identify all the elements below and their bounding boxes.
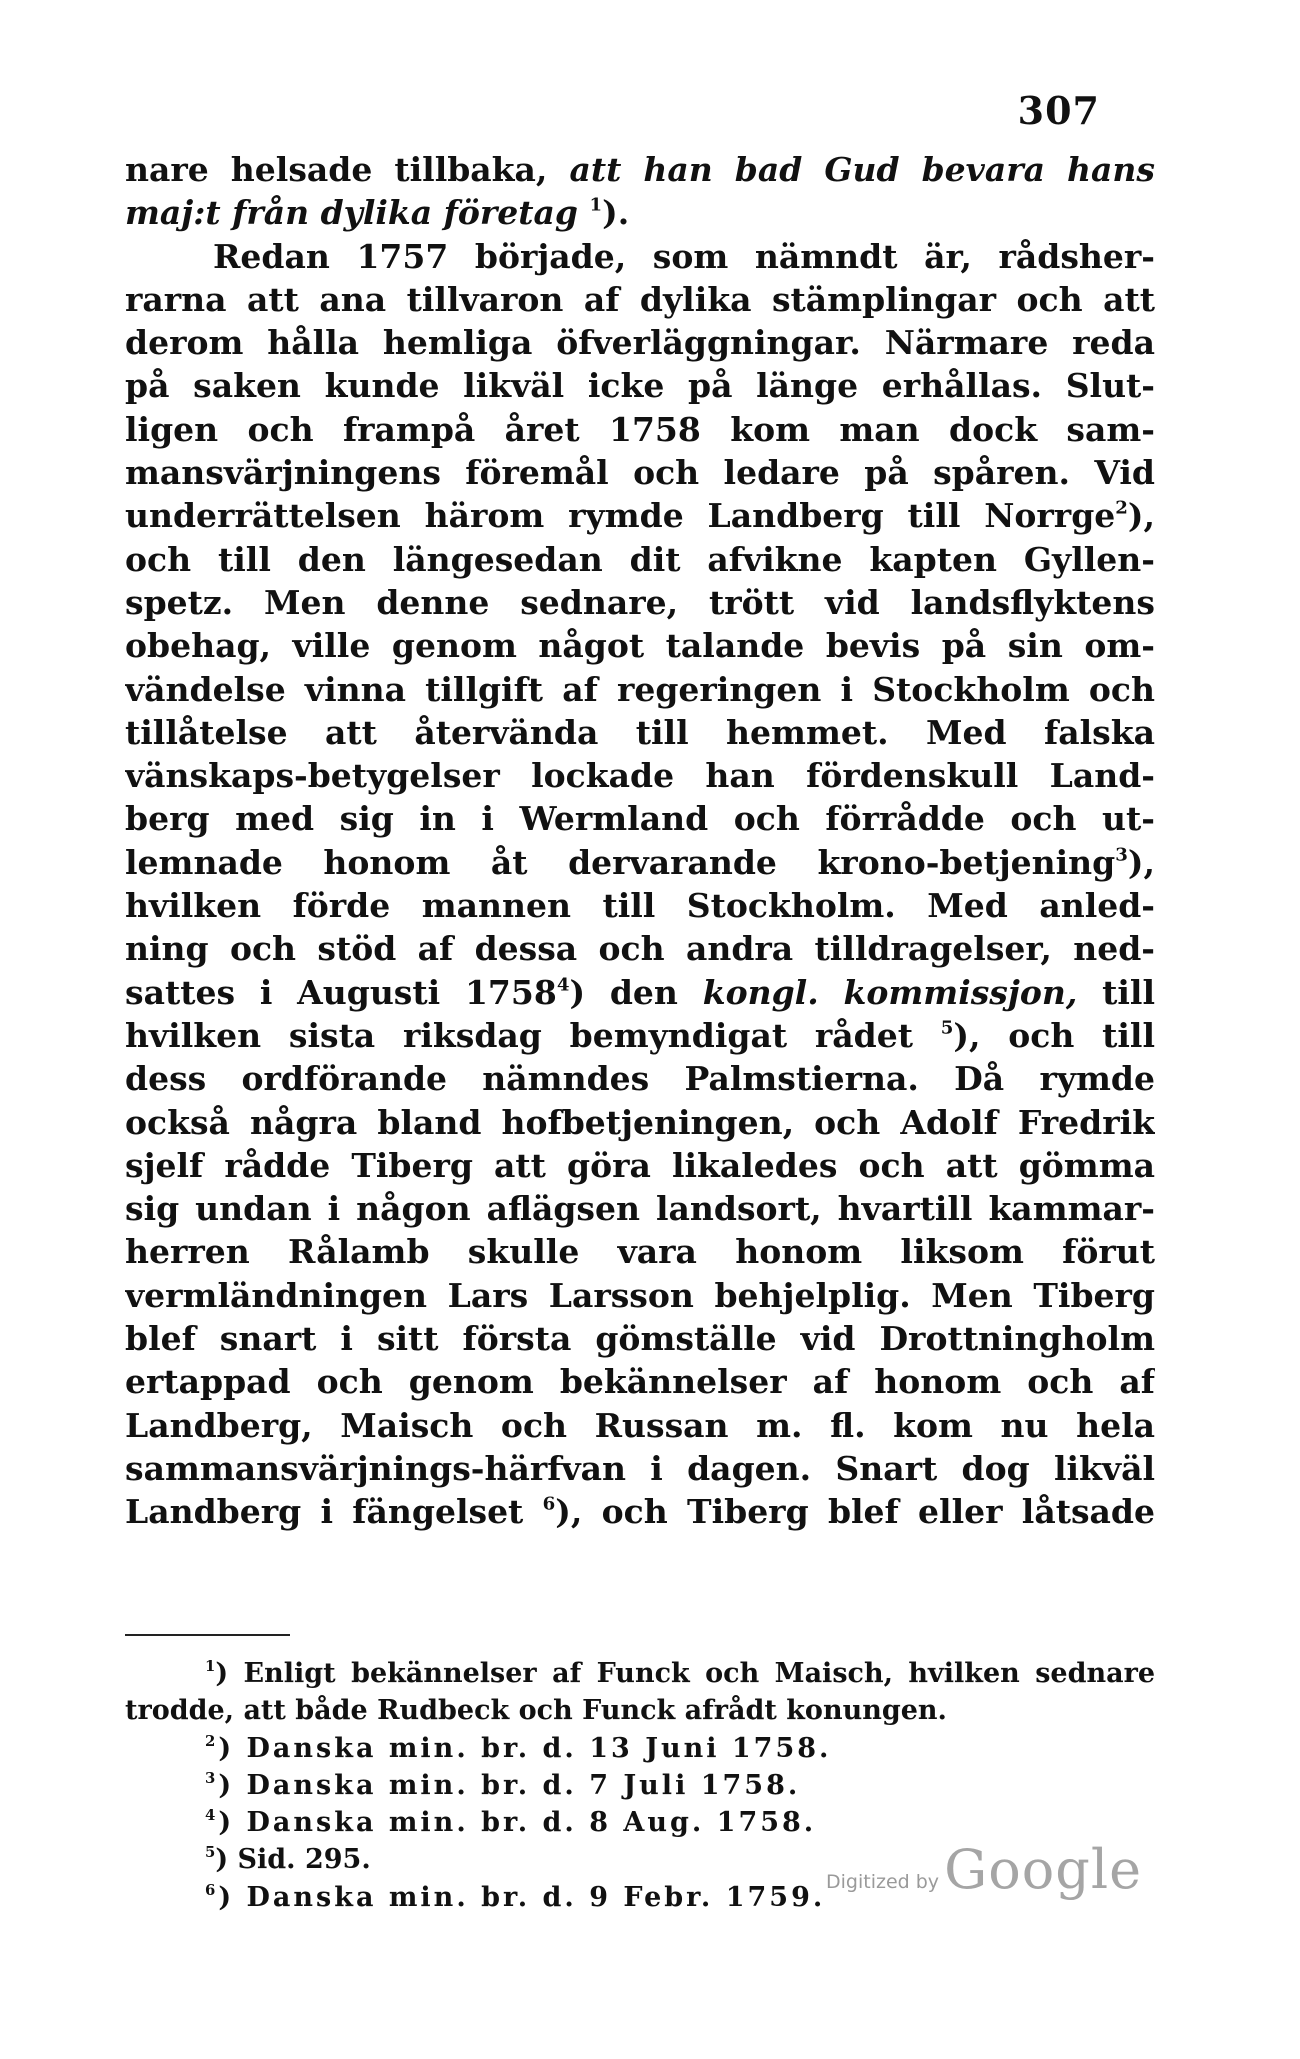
italic-text: att han bad Gud bevara hans [569, 150, 1155, 189]
footnote-text: ) Danska min. br. d. 13 Juni 1758. [218, 1732, 832, 1764]
google-logo: Google [944, 1838, 1143, 1901]
footnote-text: ) Danska min. br. d. 8 Aug. 1758. [218, 1807, 817, 1839]
text-line: och till den längesedan dit afvikne kapten Gyllen- [125, 539, 1155, 579]
text-line: hvilken förde mannen till Stockholm. Med anled- [125, 886, 1155, 926]
footnote-marker: 2 [205, 1731, 219, 1750]
text-line: ertappad och genom bekännelser af honom och af [125, 1362, 1155, 1402]
text-line: mansvärjningens föremål och ledare på spåren. Vid [125, 453, 1155, 493]
italic-text: kongl. kommissjon, [702, 972, 1078, 1012]
text-run: hvilken sista riksdag bemyndigat rådet [125, 1015, 913, 1055]
text-line: ligen och frampå året 1758 kom man dock sam- [125, 409, 1155, 449]
footnote-marker: 5 [205, 1843, 216, 1862]
text-run: ), och till [953, 1015, 1155, 1055]
footnote-line [125, 1767, 1155, 1804]
footnote-divider [125, 1634, 290, 1636]
text-line: sig undan i någon aflägsen landsort, hvartill kammar- [125, 1189, 1155, 1229]
watermark-prefix: Digitized by [826, 1871, 940, 1893]
body-text [125, 148, 1155, 1534]
text-line: vänskaps-betygelser lockade han fördenskull Land- [125, 756, 1155, 796]
text-run: ) den [569, 972, 678, 1012]
footnote-line [125, 1730, 1155, 1767]
text-line: derom hålla hemliga öfverläggningar. Närmare reda [125, 323, 1155, 363]
footnote-marker: 3 [205, 1768, 219, 1787]
footnote-text: ) Sid. 295. [215, 1844, 371, 1876]
text-line: vändelse vinna tillgift af regeringen i Stockholm och [125, 669, 1155, 709]
text-run: ). [602, 193, 630, 233]
footnote-text: ) Enligt bekännelser af Funck och Maisch, hvilken sednare [215, 1658, 1155, 1689]
text-line [125, 841, 1155, 884]
text-run: till [1102, 972, 1155, 1012]
footnote-marker: 5 [940, 1017, 954, 1039]
text-run: nare helsade tillbaka, [125, 150, 548, 189]
text-run: sattes i Augusti 1758 [125, 972, 557, 1012]
italic-text: maj:t från dylika företag [125, 193, 578, 233]
footnote-marker: 6 [542, 1493, 556, 1515]
text-run: Landberg i fängelset [125, 1492, 524, 1532]
text-line: på saken kunde likväl icke på länge erhållas. Slut- [125, 366, 1155, 406]
footnote-line [125, 1655, 1155, 1692]
footnote-marker: 2 [1115, 497, 1128, 519]
digitized-watermark [826, 1838, 1142, 1901]
text-line: Landberg, Maisch och Russan m. fl. kom nu hela [125, 1405, 1155, 1445]
footnote-line [125, 1804, 1155, 1841]
footnote-marker: 1 [589, 194, 603, 216]
text-line [125, 494, 1155, 537]
text-line: spetz. Men denne sednare, trött vid landsflyktens [125, 582, 1155, 622]
text-line: vermländningen Lars Larsson behjelplig. Men Tiberg [125, 1275, 1155, 1315]
text-line: sjelf rådde Tiberg att göra likaledes och att gömma [125, 1145, 1155, 1185]
text-line: Redan 1757 började, som nämndt är, rådsher- [213, 236, 1155, 276]
footnote-text: ) Danska min. br. d. 9 Febr. 1759. [218, 1881, 826, 1913]
text-line: herren Rålamb skulle vara honom liksom förut [125, 1232, 1155, 1272]
page-number: 307 [1017, 88, 1100, 133]
text-line: dess ordförande nämndes Palmstierna. Då rymde [125, 1059, 1155, 1099]
text-line [125, 191, 1155, 234]
text-line: rarna att ana tillvaron af dylika stämplingar och att [125, 279, 1155, 319]
text-line: tillåtelse att återvända till hemmet. Med falska [125, 712, 1155, 752]
text-run: underrättelsen härom rymde Landberg till Norrge [125, 496, 1116, 536]
text-line: blef snart i sitt första gömställe vid Drottningholm [125, 1319, 1155, 1359]
footnote-marker: 6 [205, 1880, 219, 1899]
text-line: berg med sig in i Wermland och förrådde och ut- [125, 799, 1155, 839]
footnote-marker: 1 [205, 1656, 216, 1675]
footnote-marker: 3 [1115, 844, 1128, 866]
footnote-marker: 4 [205, 1806, 219, 1825]
text-run: ), [1127, 842, 1155, 882]
text-line: också några bland hofbetjeningen, och Adolf Fredrik [125, 1102, 1155, 1142]
text-run: ), och Tiberg blef eller låtsade [555, 1492, 1155, 1532]
text-line [125, 1014, 1155, 1057]
footnote-text: ) Danska min. br. d. 7 Juli 1758. [218, 1769, 801, 1801]
footnote-marker: 4 [556, 974, 570, 996]
footnote-line: trodde, att både Rudbeck och Funck afrådt konungen. [125, 1695, 947, 1727]
text-line [125, 971, 1155, 1014]
text-line: ning och stöd af dessa och andra tilldragelser, ned- [125, 929, 1155, 969]
text-run: ), [1127, 496, 1155, 536]
text-line: sammansvärjnings-härfvan i dagen. Snart dog likväl [125, 1448, 1155, 1488]
text-run: lemnade honom åt dervarande krono-betjening [125, 842, 1116, 882]
text-line [125, 148, 1155, 191]
text-line: obehag, ville genom något talande bevis på sin om- [125, 626, 1155, 666]
text-line [125, 1490, 1155, 1533]
